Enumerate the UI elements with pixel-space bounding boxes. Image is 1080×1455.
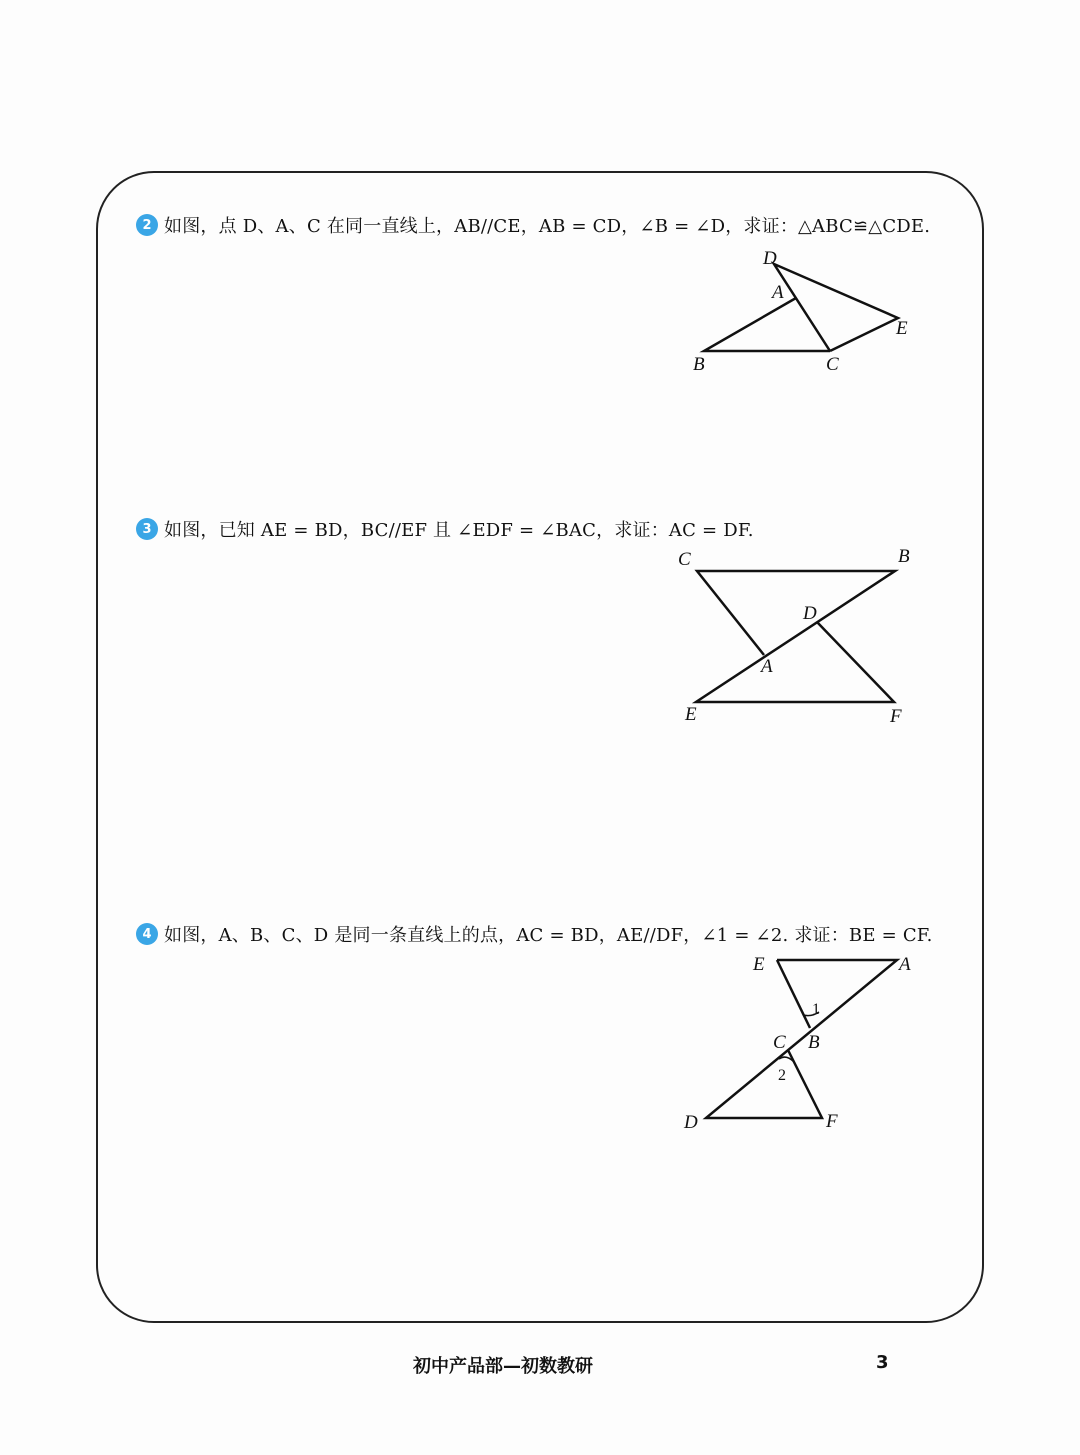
label-A: A	[761, 656, 773, 677]
segment-EB	[777, 960, 810, 1028]
label-F: F	[890, 706, 902, 727]
label-B: B	[808, 1032, 820, 1053]
problem-statement: 如图，已知 AE = BD，BC//EF 且 ∠EDF = ∠BAC，求证：AC = DF.	[164, 520, 754, 541]
segment-BA-BC	[704, 298, 830, 351]
label-E: E	[896, 318, 908, 339]
label-B: B	[693, 354, 705, 375]
footer-text: 初中产品部—初数教研	[413, 1356, 593, 1377]
problem-statement: 如图，A、B、C、D 是同一条直线上的点，AC = BD，AE//DF，∠1 = ∠2. 求证：BE = CF.	[164, 925, 933, 946]
figure-problem-2	[680, 240, 920, 380]
segment-DAC-DE-CE	[774, 264, 898, 351]
label-angle-2: 2	[778, 1067, 786, 1084]
label-D: D	[803, 603, 817, 624]
problem-number-badge: 4	[136, 923, 158, 945]
problem-number-badge: 3	[136, 518, 158, 540]
problem-statement: 如图，点 D、A、C 在同一直线上，AB//CE，AB = CD，∠B = ∠D，求证：△ABC≌△CDE.	[164, 216, 931, 237]
label-B: B	[898, 546, 910, 567]
label-A: A	[772, 282, 784, 303]
problem-4	[136, 921, 933, 947]
label-C: C	[826, 354, 839, 375]
page-number: 3	[876, 1352, 889, 1373]
label-angle-1: 1	[812, 1001, 820, 1018]
label-C: C	[773, 1032, 786, 1053]
figure-problem-3	[670, 540, 930, 730]
segment-EA-AD	[706, 960, 897, 1118]
segment-CB-BD	[696, 571, 895, 702]
label-D: D	[763, 248, 777, 269]
label-D: D	[684, 1112, 698, 1133]
label-F: F	[826, 1111, 838, 1132]
label-E: E	[685, 704, 697, 725]
label-E: E	[753, 954, 765, 975]
label-C: C	[678, 549, 691, 570]
problem-number-badge: 2	[136, 214, 158, 236]
label-A: A	[899, 954, 911, 975]
problem-2	[136, 212, 930, 238]
problem-3	[136, 516, 754, 542]
figure-problem-4	[670, 945, 930, 1135]
